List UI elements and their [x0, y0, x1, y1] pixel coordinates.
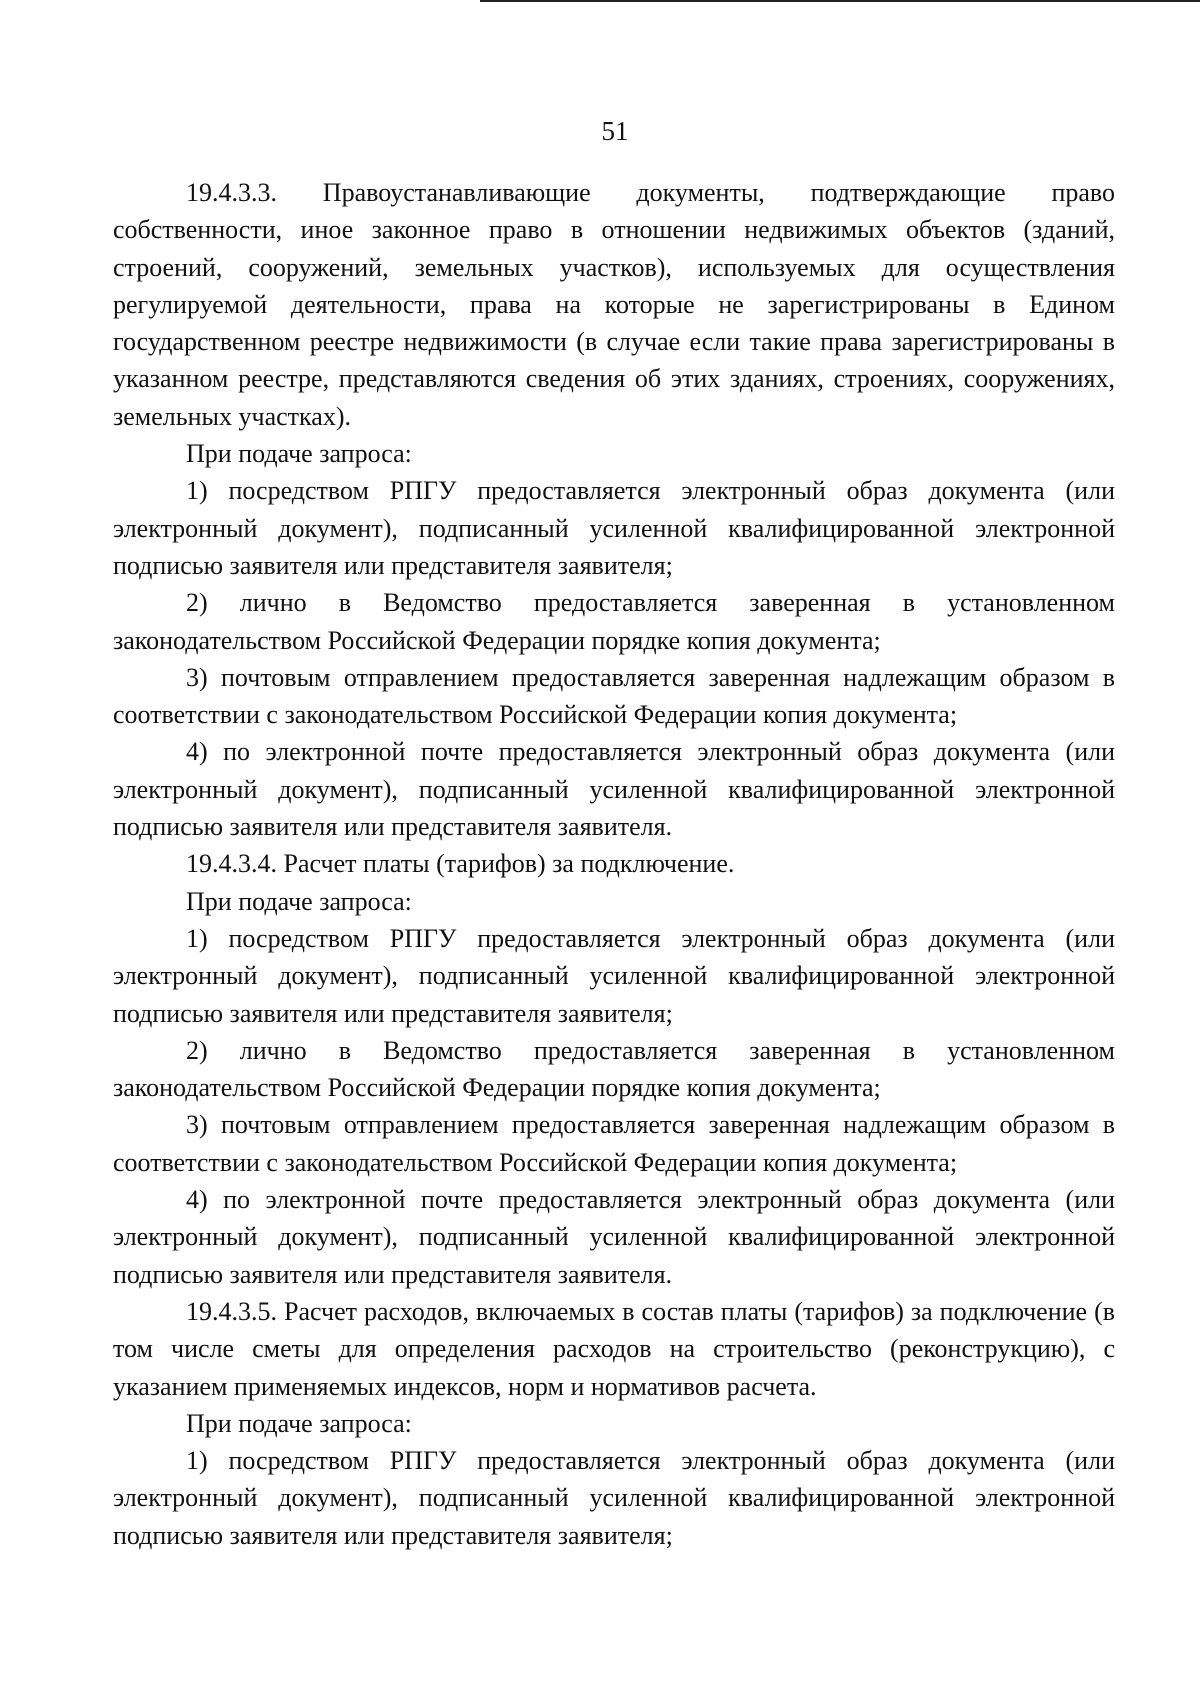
request-submission-heading: При подаче запроса: [186, 439, 412, 469]
list-item-postal: 3) почтовым отправлением предоставляется заверенная надлежащим образом в соответствии с законодательством Российской Федерации копия документа; [113, 1110, 1115, 1177]
list-item-email: 4) по электронной почте предоставляется электронный образ документа (или электронный документ), подписанный усиленной квалифицированной электронной подписью заявителя или представителя заявителя. [113, 737, 1115, 842]
list-item-rpgu: 1) посредством РПГУ предоставляется электронный образ документа (или электронный документ), подписанный усиленной квалифицированной электронной подписью заявителя или представителя заявителя; [113, 923, 1115, 1028]
list-item-email: 4) по электронной почте предоставляется электронный образ документа (или электронный документ), подписанный усиленной квалифицированной электронной подписью заявителя или представителя заявителя. [113, 1185, 1115, 1289]
section-19-4-3-3-paragraph: 19.4.3.3. Правоустанавливающие документы, подтверждающие право собственности, иное законное право в отношении недвижимых объектов (зданий, строений, сооружений, земельных участков), используемых для осуществления регулируемой деятельности, права на которые не зарегистрированы в Едином государственном реестре недвижимости (в случае если такие права зарегистрированы в указанном реестре, представляются сведения об этих зданиях, строениях, сооружениях, земельных участках). [113, 178, 1115, 431]
request-submission-heading: При подаче запроса: [186, 1408, 412, 1438]
top-edge-rule [480, 0, 1200, 2]
list-item-rpgu: 1) посредством РПГУ предоставляется электронный образ документа (или электронный документ), подписанный усиленной квалифицированной электронной подписью заявителя или представителя заявителя; [113, 476, 1115, 580]
request-submission-heading: При подаче запроса: [186, 886, 412, 916]
list-item-in-person: 2) лично в Ведомство предоставляется заверенная в установленном законодательством Российской Федерации порядке копия документа; [113, 1035, 1115, 1103]
list-item-postal: 3) почтовым отправлением предоставляется заверенная надлежащим образом в соответствии с законодательством Российской Федерации копия документа; [113, 662, 1115, 730]
section-19-4-3-5-paragraph: 19.4.3.5. Расчет расходов, включаемых в состав платы (тарифов) за подключение (в том числе сметы для определения расходов на строительство (реконструкцию), с указанием применяемых индексов, норм и нормативов расчета. [113, 1296, 1115, 1401]
document-body [113, 174, 1115, 1554]
list-item-rpgu: 1) посредством РПГУ предоставляется электронный образ документа (или электронный документ), подписанный усиленной квалифицированной электронной подписью заявителя или представителя заявителя; [113, 1446, 1115, 1550]
section-19-4-3-4-paragraph: 19.4.3.4. Расчет платы (тарифов) за подключение. [186, 849, 735, 879]
list-item-in-person: 2) лично в Ведомство предоставляется заверенная в установленном законодательством Российской Федерации порядке копия документа; [113, 588, 1115, 655]
page-number: 51 [601, 116, 629, 146]
